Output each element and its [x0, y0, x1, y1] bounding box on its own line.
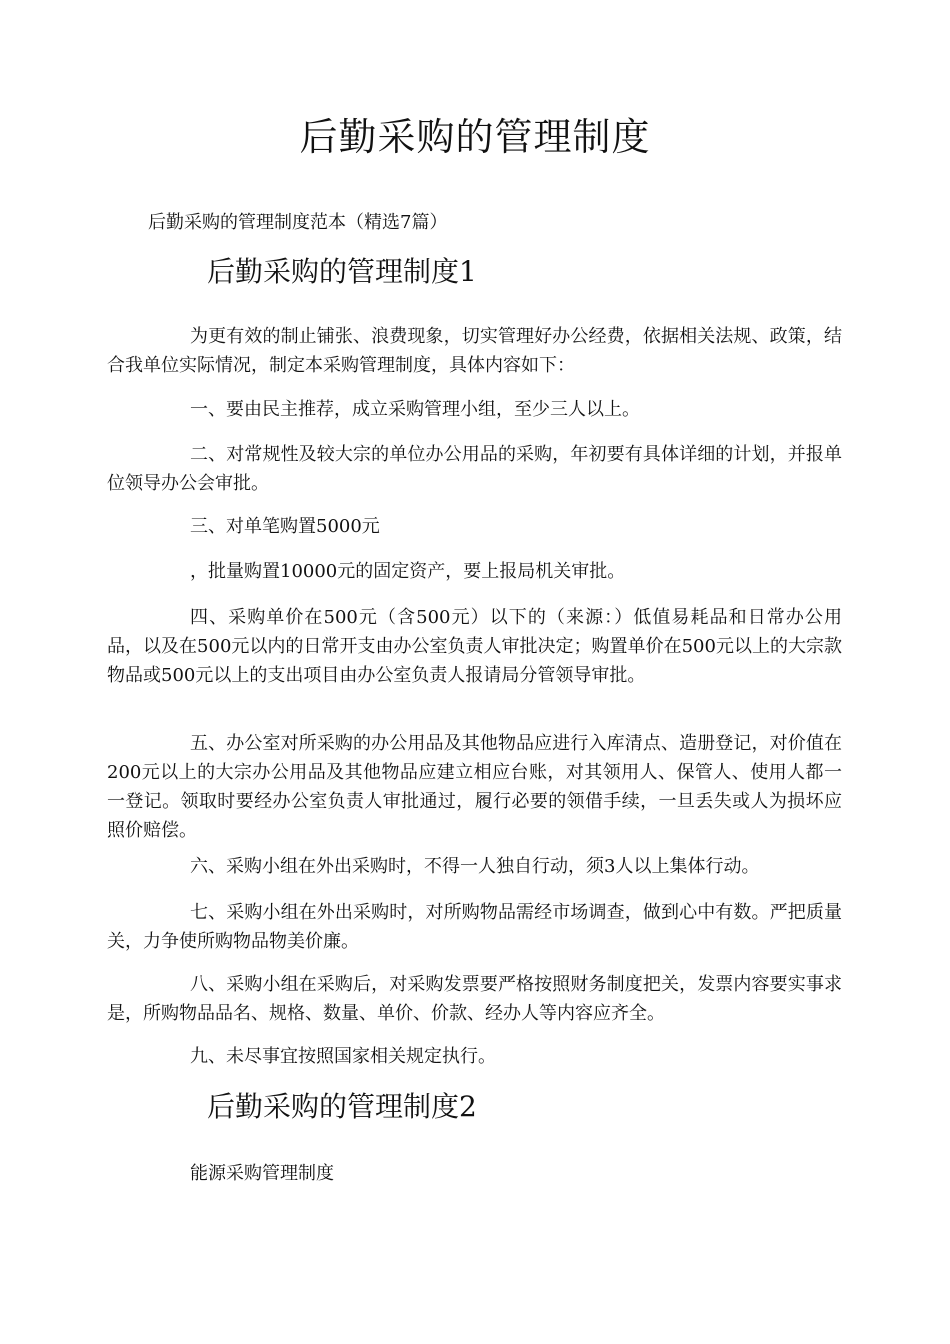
section-1-item-6: 六、采购小组在外出采购时，不得一人独自行动，须3人以上集体行动。 — [190, 856, 760, 877]
document-title: 后勤采购的管理制度 — [299, 115, 651, 159]
section-2-heading: 后勤采购的管理制度2 — [207, 1090, 477, 1123]
section-2-line-1: 能源采购管理制度 — [190, 1163, 334, 1184]
document-subtitle: 后勤采购的管理制度范本（精选7篇） — [148, 212, 448, 233]
section-1-item-8: 八、采购小组在采购后，对采购发票要严格按照财务制度把关，发票内容要实事求是，所购物品品名、规格、数量、单价、价款、经办人等内容应齐全。 — [107, 974, 842, 1024]
section-1-item-1: 一、要由民主推荐，成立采购管理小组，至少三人以上。 — [190, 399, 640, 420]
section-1-item-2: 二、对常规性及较大宗的单位办公用品的采购，年初要有具体详细的计划，并报单位领导办公会审批。 — [107, 444, 842, 494]
section-1-item-9: 九、未尽事宜按照国家相关规定执行。 — [190, 1046, 496, 1067]
section-1-item-3b: ，批量购置10000元的固定资产，要上报局机关审批。 — [190, 561, 626, 582]
section-1-item-4: 四、采购单价在500元（含500元）以下的（来源：）低值易耗品和日常办公用品，以及在500元以内的日常开支由办公室负责人审批决定；购置单价在500元以上的大宗款物品或500元以上的支出项目由办公室负责人报请局分管领导审批。 — [107, 607, 842, 686]
section-1-heading: 后勤采购的管理制度1 — [207, 255, 477, 288]
section-1-item-7: 七、采购小组在外出采购时，对所购物品需经市场调查，做到心中有数。严把质量关，力争使所购物品物美价廉。 — [107, 902, 842, 952]
section-1-item-5: 五、办公室对所采购的办公用品及其他物品应进行入库清点、造册登记，对价值在200元以上的大宗办公用品及其他物品应建立相应台账，对其领用人、保管人、使用人都一一登记。领取时要经办公室负责人审批通过，履行必要的领借手续，一旦丢失或人为损坏应照价赔偿。 — [107, 733, 842, 841]
section-1-intro: 为更有效的制止铺张、浪费现象，切实管理好办公经费，依据相关法规、政策，结合我单位实际情况，制定本采购管理制度，具体内容如下： — [107, 326, 842, 376]
section-1-item-3a: 三、对单笔购置5000元 — [190, 516, 380, 537]
